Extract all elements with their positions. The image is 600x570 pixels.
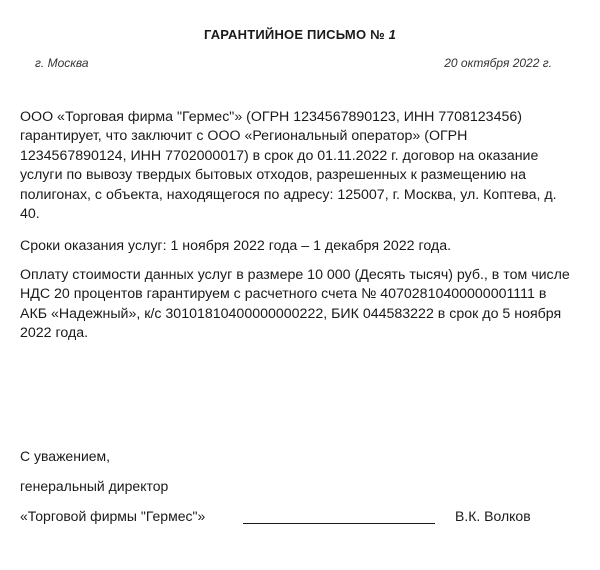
place-date-row [35,56,552,70]
letter-city: г. Москва [35,56,89,70]
signer-position: генеральный директор [20,478,169,494]
letter-title [0,27,600,42]
payment-paragraph: Оплату стоимости данных услуг в размере 10 000 (Десять тысяч) руб., в том числе НДС 20 процентов гарантируем с расчетного счета № 40702810400000001111 в АКБ «Надежный», к/с 30101810400000000222, БИК 044583222 в срок до 5 ноября 2022 года. [20,267,570,342]
signer-name: В.К. Волков [455,508,531,524]
signer-company: «Торговой фирмы "Гермес"» [20,508,206,524]
service-period-paragraph: Сроки оказания услуг: 1 ноября 2022 года – 1 декабря 2022 года. [20,238,452,254]
signature-line [243,523,435,524]
letter-number: 1 [388,27,397,42]
letter-date: 20 октября 2022 г. [444,56,552,70]
regards-text: С уважением, [20,448,111,464]
guarantee-paragraph: ООО «Торговая фирма "Гермес"» (ОГРН 1234567890123, ИНН 7708123456) гарантирует, что заключит с ООО «Региональный оператор» (ОГРН 1234567890124, ИНН 7702000017) в срок до 01.11.2022 г. договор на оказание услуги по вывозу твердых бытовых отходов, разрешенных к размещению на полигонах, с объекта, находящегося по адресу: 125007, г. Москва, ул. Коптева, д. 40. [20,109,557,223]
letter-title-text: ГАРАНТИЙНОЕ ПИСЬМО № [203,27,385,42]
